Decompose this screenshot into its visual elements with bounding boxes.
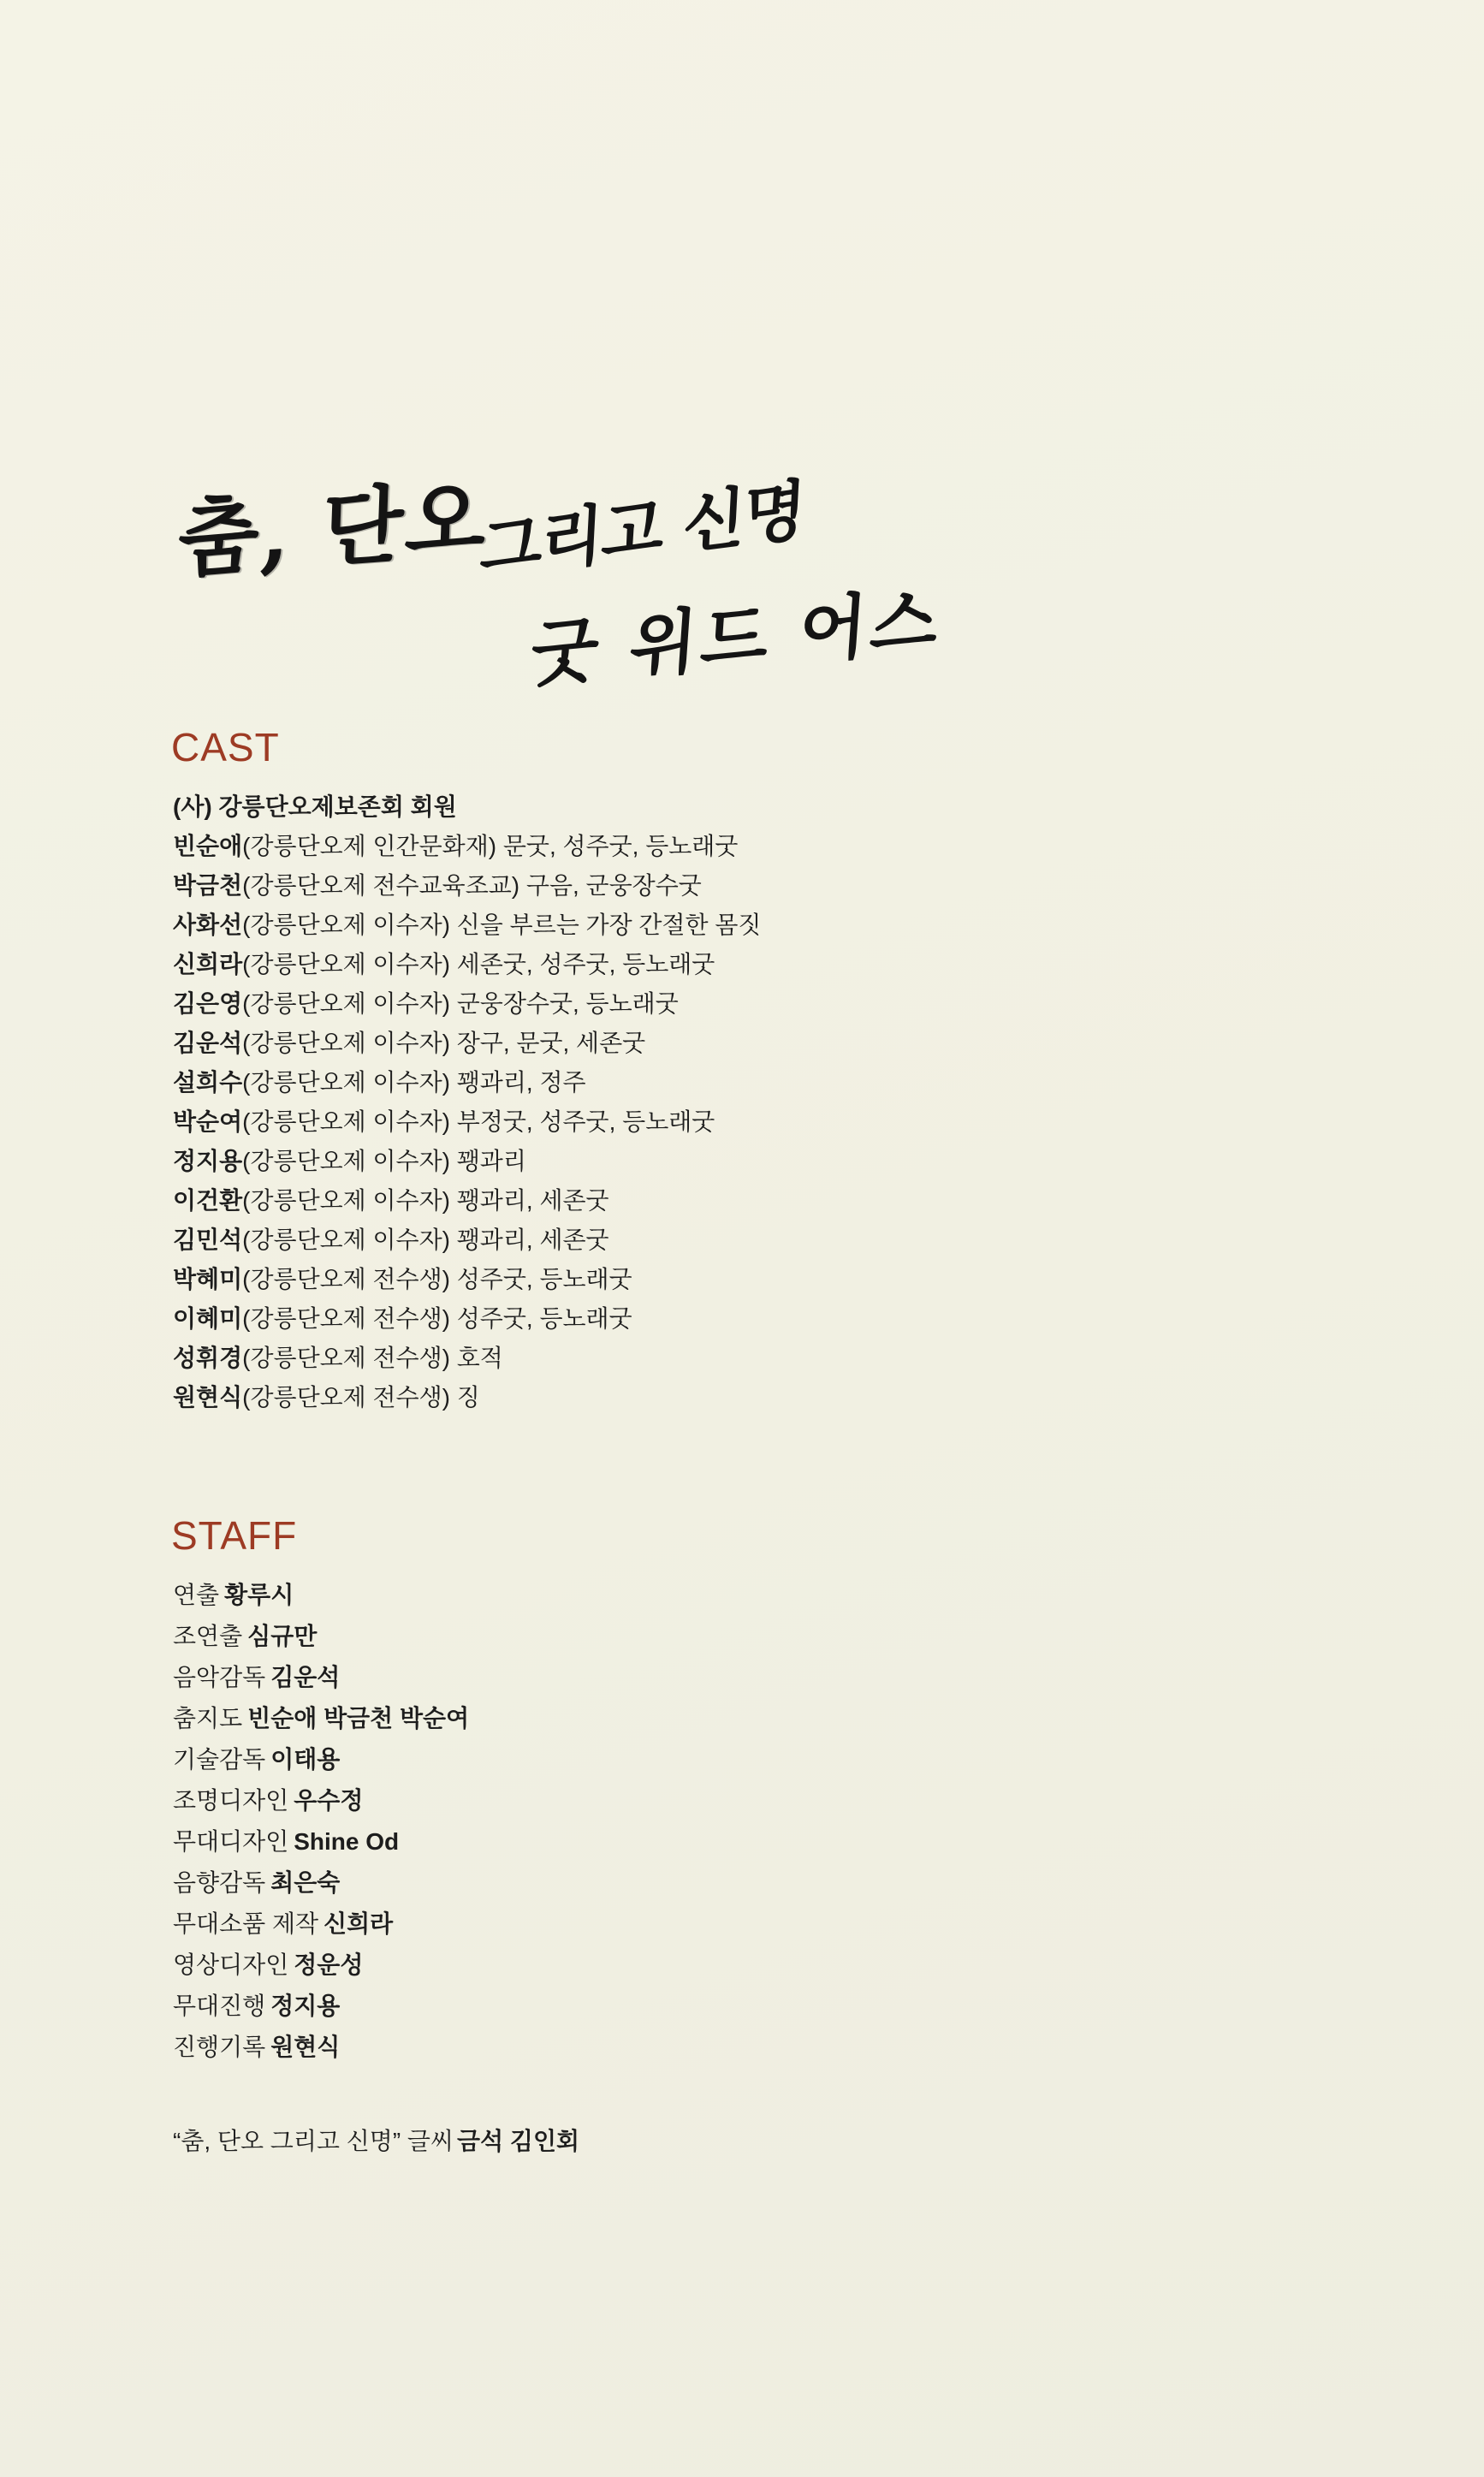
cast-member (173, 906, 1285, 945)
staff-person: 원현식 (270, 2034, 341, 2060)
cast-member-detail: (강릉단오제 인간문화재) 문굿, 성주굿, 등노래굿 (242, 833, 739, 859)
cast-member (173, 1063, 1285, 1102)
cast-member-detail: (강릉단오제 전수생) 성주굿, 등노래굿 (242, 1266, 632, 1292)
cast-member-name: 신희라 (173, 951, 243, 977)
staff-row (173, 1739, 1285, 1780)
cast-member (173, 984, 1285, 1024)
staff-row (173, 1616, 1285, 1657)
calligraphy-credit-person: 금석 김인회 (457, 2128, 580, 2154)
staff-role: 무대진행 (173, 1993, 266, 2019)
staff-row (173, 1780, 1285, 1821)
staff-person: 심규만 (247, 1623, 318, 1649)
cast-member-name: 김은영 (173, 990, 243, 1017)
cast-member-detail: (강릉단오제 이수자) 꽹과리, 세존굿 (242, 1227, 609, 1253)
cast-member-detail: (강릉단오제 전수교육조교) 구음, 군웅장수굿 (242, 872, 702, 899)
cast-member-detail: (강릉단오제 이수자) 장구, 문굿, 세존굿 (242, 1030, 646, 1056)
cast-member (173, 1221, 1285, 1260)
cast-member-name: 사화선 (173, 912, 243, 938)
staff-person: 최은숙 (270, 1869, 341, 1896)
staff-person: 정지용 (270, 1993, 341, 2019)
cast-member-name: 원현식 (173, 1384, 243, 1411)
cast-member-detail: (강릉단오제 이수자) 꽹과리, 정주 (242, 1069, 586, 1096)
cast-member-name: 박금천 (173, 872, 243, 899)
staff-row (173, 1945, 1285, 1986)
cast-member (173, 1339, 1285, 1378)
staff-role: 진행기록 (173, 2034, 266, 2060)
staff-person: 정운성 (294, 1951, 364, 1978)
cast-member-detail: (강릉단오제 이수자) 신을 부르는 가장 간절한 몸짓 (242, 912, 762, 938)
staff-role: 기술감독 (173, 1746, 266, 1773)
cast-member (173, 1181, 1285, 1221)
cast-member (173, 1378, 1285, 1417)
cast-member-name: 김민석 (173, 1227, 243, 1253)
cast-member-detail: (강릉단오제 전수생) 징 (242, 1384, 480, 1411)
cast-member (173, 866, 1285, 906)
cast-member-name: 성휘경 (173, 1345, 243, 1371)
cast-section-heading: CAST (171, 725, 280, 769)
calligraphy-credit (173, 2123, 579, 2157)
cast-member (173, 1024, 1285, 1063)
cast-member-name: 박순여 (173, 1108, 243, 1135)
cast-member-detail: (강릉단오제 이수자) 꽹과리, 세존굿 (242, 1187, 609, 1214)
staff-role: 음향감독 (173, 1869, 266, 1896)
staff-row (173, 1986, 1285, 2027)
cast-member-name: 이건환 (173, 1187, 243, 1214)
staff-role: 연출 (173, 1582, 220, 1608)
staff-row (173, 1904, 1285, 1945)
staff-role: 무대소품 제작 (173, 1910, 319, 1937)
staff-person: 우수정 (294, 1787, 364, 1814)
cast-member-detail: (강릉단오제 전수생) 성주굿, 등노래굿 (242, 1305, 632, 1332)
calligraphy-credit-text: “춤, 단오 그리고 신명” 글씨 (173, 2128, 454, 2154)
staff-row (173, 1575, 1285, 1616)
cast-member-detail: (강릉단오제 이수자) 부정굿, 성주굿, 등노래굿 (242, 1108, 715, 1135)
title-line-1: 춤, 단오 (176, 469, 490, 590)
cast-member (173, 1299, 1285, 1339)
cast-member-detail: (강릉단오제 이수자) 꽹과리 (242, 1148, 526, 1174)
staff-role: 춤지도 (173, 1705, 243, 1732)
staff-row (173, 1698, 1285, 1739)
title-line-3: 굿 위드 어스 (528, 578, 945, 698)
cast-member-detail: (강릉단오제 전수생) 호적 (242, 1345, 503, 1371)
cast-member (173, 1102, 1285, 1142)
staff-person: 황루시 (224, 1582, 294, 1608)
staff-row (173, 2027, 1285, 2068)
cast-member (173, 1260, 1285, 1299)
cast-member (173, 945, 1285, 984)
staff-list (173, 1575, 1285, 2068)
staff-role: 조연출 (173, 1623, 243, 1649)
cast-member-name: 정지용 (173, 1148, 243, 1174)
staff-person: Shine Od (294, 1828, 400, 1855)
cast-member-detail: (강릉단오제 이수자) 군웅장수굿, 등노래굿 (242, 990, 679, 1017)
staff-role: 무대디자인 (173, 1828, 289, 1855)
cast-member-name: 김운석 (173, 1030, 243, 1056)
cast-member-name: 박혜미 (173, 1266, 243, 1292)
title-calligraphy (171, 454, 945, 702)
cast-list (173, 787, 1285, 1417)
staff-role: 조명디자인 (173, 1787, 289, 1814)
cast-member-name: 빈순애 (173, 833, 243, 859)
staff-person: 김운석 (270, 1664, 341, 1690)
staff-role: 영상디자인 (173, 1951, 289, 1978)
staff-person: 이태용 (270, 1746, 341, 1773)
staff-row (173, 1862, 1285, 1904)
staff-person: 빈순애 박금천 박순여 (247, 1705, 470, 1732)
staff-person: 신희라 (324, 1910, 394, 1937)
staff-row (173, 1657, 1285, 1698)
cast-member-detail: (강릉단오제 이수자) 세존굿, 성주굿, 등노래굿 (242, 951, 715, 977)
cast-member-name: 설희수 (173, 1069, 243, 1096)
title-line-2: 그리고 신명 (478, 471, 807, 588)
cast-lead-line: (사) 강릉단오제보존회 회원 (173, 793, 457, 820)
cast-member (173, 827, 1285, 866)
staff-section-heading: STAFF (171, 1513, 298, 1558)
cast-member (173, 1142, 1285, 1181)
staff-role: 음악감독 (173, 1664, 266, 1690)
cast-member-name: 이혜미 (173, 1305, 243, 1332)
staff-row (173, 1821, 1285, 1862)
